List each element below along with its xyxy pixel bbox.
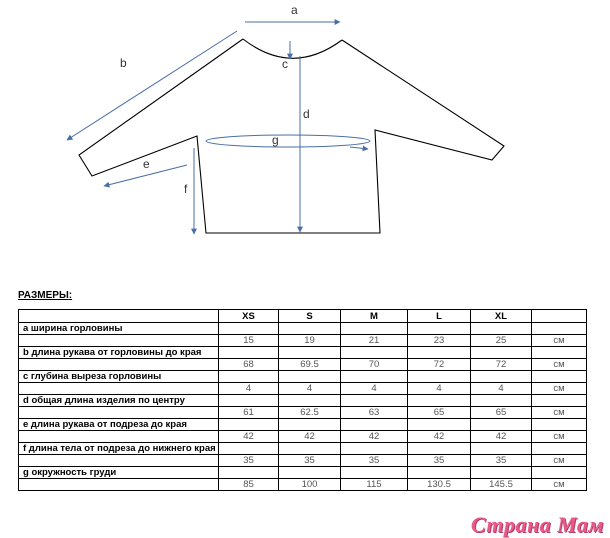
measurement-value: 35 [341, 455, 408, 467]
measurement-value-row [19, 383, 587, 395]
empty-cell [471, 467, 532, 479]
empty-cell [532, 347, 587, 359]
measurement-value: 65 [471, 407, 532, 419]
measurement-label: b длина рукава от горловины до края [19, 347, 219, 359]
measurement-value-row [19, 455, 587, 467]
dimension-arrows [67, 22, 370, 234]
measurement-value: 68 [219, 359, 279, 371]
measurement-label: e длина рукава от подреза до края [19, 419, 219, 431]
empty-cell [408, 323, 471, 335]
measurement-value-row [19, 335, 587, 347]
empty-cell [408, 371, 471, 383]
empty-cell [19, 359, 219, 371]
empty-cell [219, 419, 279, 431]
size-header: XS [219, 310, 279, 323]
empty-cell [471, 443, 532, 455]
label-c: c [282, 57, 288, 71]
measurement-value: 130.5 [408, 479, 471, 491]
empty-cell [341, 443, 408, 455]
measurement-value: 69.5 [279, 359, 341, 371]
empty-cell [279, 443, 341, 455]
measurement-value: 42 [471, 431, 532, 443]
measurement-value: 70 [341, 359, 408, 371]
size-table-body [19, 310, 587, 491]
measurement-value: 35 [219, 455, 279, 467]
empty-cell [408, 347, 471, 359]
measurement-value: 21 [341, 335, 408, 347]
measurement-label-row [19, 395, 587, 407]
measurement-value: 62.5 [279, 407, 341, 419]
empty-cell [19, 383, 219, 395]
empty-cell [408, 419, 471, 431]
measurement-label: f длина тела от подреза до нижнего края [19, 443, 219, 455]
empty-cell [279, 395, 341, 407]
empty-cell [219, 347, 279, 359]
empty-cell [19, 407, 219, 419]
measurement-label: d общая длина изделия по центру [19, 395, 219, 407]
empty-cell [532, 323, 587, 335]
empty-cell [532, 443, 587, 455]
label-b: b [120, 56, 127, 70]
empty-cell [471, 347, 532, 359]
label-f: f [184, 182, 188, 196]
measurement-value: 35 [408, 455, 471, 467]
empty-cell [279, 467, 341, 479]
empty-cell [471, 395, 532, 407]
size-header: M [341, 310, 408, 323]
unit-cell: см [532, 479, 587, 491]
unit-cell: см [532, 407, 587, 419]
header-empty-cell [19, 310, 219, 323]
measurement-value: 23 [408, 335, 471, 347]
unit-cell: см [532, 383, 587, 395]
measurement-value-row [19, 479, 587, 491]
arrow-b [67, 31, 237, 140]
measurement-label-row [19, 419, 587, 431]
sizes-heading-colon: : [68, 290, 73, 301]
garment-outline [79, 39, 504, 233]
empty-cell [219, 467, 279, 479]
empty-cell [341, 371, 408, 383]
measurement-label-row [19, 371, 587, 383]
measurement-value: 15 [219, 335, 279, 347]
measurement-value: 42 [341, 431, 408, 443]
size-header: S [279, 310, 341, 323]
measurement-value: 85 [219, 479, 279, 491]
measurement-value-row [19, 431, 587, 443]
empty-cell [279, 419, 341, 431]
empty-cell [19, 431, 219, 443]
label-g: g [272, 133, 279, 147]
empty-cell [219, 443, 279, 455]
unit-cell: см [532, 359, 587, 371]
label-e: e [143, 157, 150, 171]
empty-cell [279, 323, 341, 335]
empty-cell [471, 371, 532, 383]
measurement-value: 35 [471, 455, 532, 467]
measurement-value: 4 [341, 383, 408, 395]
measurement-value: 25 [471, 335, 532, 347]
empty-cell [471, 419, 532, 431]
measurement-value-row [19, 407, 587, 419]
sizes-heading-text: РАЗМЕРЫ [18, 290, 69, 301]
measurement-value: 145.5 [471, 479, 532, 491]
measurement-value: 4 [408, 383, 471, 395]
empty-cell [532, 371, 587, 383]
empty-cell [279, 347, 341, 359]
measurement-value: 72 [408, 359, 471, 371]
measurement-label-row [19, 443, 587, 455]
measurement-value: 61 [219, 407, 279, 419]
arrow-g-head [350, 147, 368, 149]
measurement-label-row [19, 467, 587, 479]
measurement-label: g окружность груди [19, 467, 219, 479]
empty-cell [532, 419, 587, 431]
empty-cell [341, 323, 408, 335]
measurement-value: 4 [219, 383, 279, 395]
empty-cell [341, 467, 408, 479]
size-header: L [408, 310, 471, 323]
measurement-label-row [19, 323, 587, 335]
empty-cell [532, 395, 587, 407]
unit-cell: см [532, 431, 587, 443]
empty-cell [532, 467, 587, 479]
measurement-value: 35 [279, 455, 341, 467]
empty-cell [219, 371, 279, 383]
measurement-value-row [19, 359, 587, 371]
measurement-label: с глубина выреза горловины [19, 371, 219, 383]
label-a: a [291, 3, 298, 17]
empty-cell [219, 323, 279, 335]
measurement-label-row [19, 347, 587, 359]
measurement-value: 72 [471, 359, 532, 371]
measurement-value: 63 [341, 407, 408, 419]
unit-cell: см [532, 455, 587, 467]
size-table [18, 309, 587, 491]
measurement-value: 65 [408, 407, 471, 419]
measurement-value: 115 [341, 479, 408, 491]
sizes-heading [18, 290, 72, 301]
measurement-value: 100 [279, 479, 341, 491]
empty-cell [408, 443, 471, 455]
measurement-value: 4 [279, 383, 341, 395]
empty-cell [408, 467, 471, 479]
size-header-row [19, 310, 587, 323]
measurement-label: a ширина горловины [19, 323, 219, 335]
site-watermark: Страна Мам [470, 512, 604, 537]
measurement-value: 42 [279, 431, 341, 443]
measurement-value: 4 [471, 383, 532, 395]
empty-cell [219, 395, 279, 407]
measurement-value: 42 [408, 431, 471, 443]
measurement-value: 42 [219, 431, 279, 443]
empty-cell [19, 335, 219, 347]
header-unit-empty-cell [532, 310, 587, 323]
measurement-value: 19 [279, 335, 341, 347]
empty-cell [19, 479, 219, 491]
unit-cell: см [532, 335, 587, 347]
arrow-g [206, 135, 370, 147]
size-header: XL [471, 310, 532, 323]
empty-cell [408, 395, 471, 407]
empty-cell [471, 323, 532, 335]
empty-cell [341, 347, 408, 359]
empty-cell [19, 455, 219, 467]
empty-cell [341, 419, 408, 431]
empty-cell [341, 395, 408, 407]
empty-cell [279, 371, 341, 383]
label-d: d [303, 107, 310, 121]
